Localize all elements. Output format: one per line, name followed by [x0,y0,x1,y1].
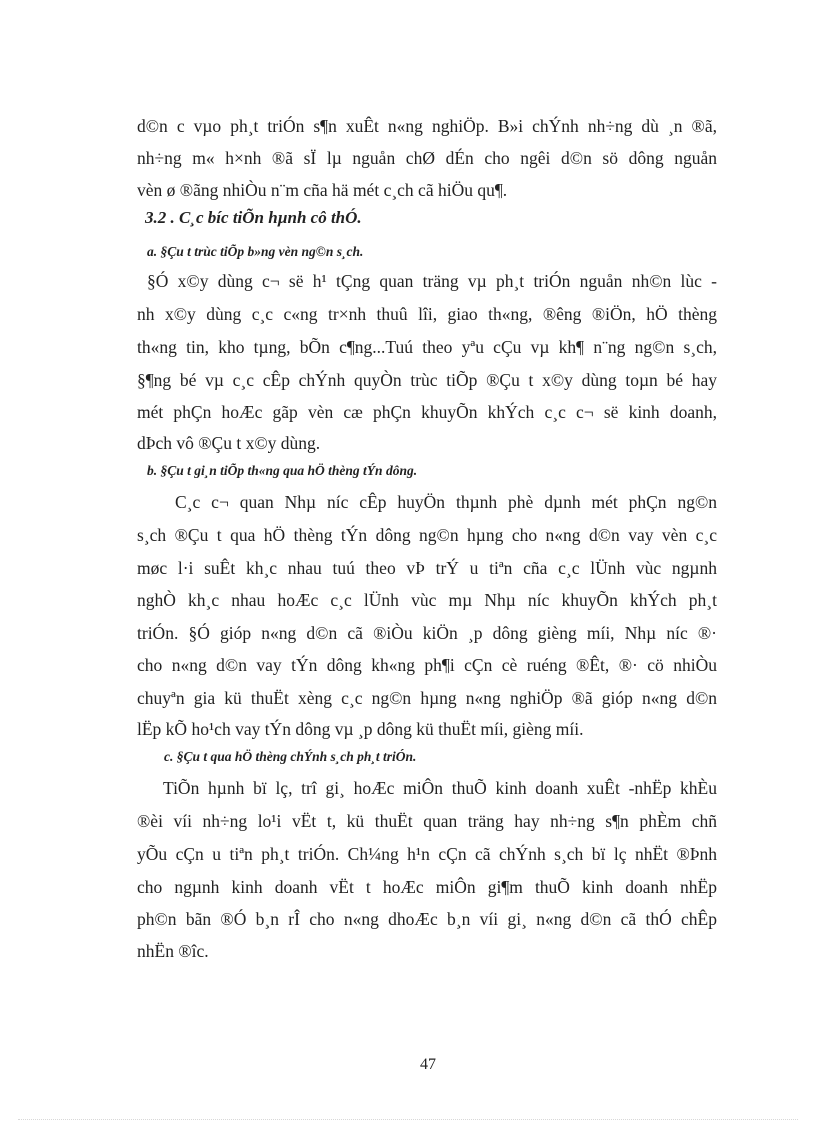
paragraph-line: s¸ch ®Çu t qua hÖ thèng tÝn dông ng©n hµng cho n«ng d©n vay vèn c¸c [137,525,717,545]
paragraph-line: d©n c vµo ph¸t triÓn s¶n xuÊt n«ng nghiÖp. B»i chÝnh nh÷ng dù ¸n ®ã, [137,116,717,136]
subsection-heading: a. §Çu t trùc tiÕp b»ng vèn ng©n s¸ch. [147,244,364,259]
paragraph-line: chuyªn gia kü thuËt xèng c¸c ng©n hµng n«ng nghiÖp ®ã gióp n«ng d©n [137,688,717,708]
paragraph-line: ph©n bãn ®Ó b¸n rÎ cho n«ng dhoÆc b¸n víi gi¸ n«ng d©n cã thÓ chÊp [137,909,717,929]
paragraph-line: C¸c c¬ quan Nhµ níc cÊp huyÖn thµnh phè dµnh mét phÇn ng©n [175,492,717,512]
paragraph-line: nh÷ng m« h×nh ®ã sÏ lµ nguån chØ dÉn cho ngêi d©n sö dông nguån [137,148,717,168]
paragraph-line: vèn ø ®ãng nhiÒu n¨m cña hä mét c¸ch cã hiÖu qu¶. [137,180,508,200]
paragraph-line: ®èi víi nh÷ng lo¹i vËt t, kü thuËt quan träng hay nh÷ng s¶n phÈm chñ [137,811,717,831]
paragraph-line: nghÒ kh¸c nhau hoÆc c¸c lÜnh vùc mµ Nhµ níc khuyÕn khÝch ph¸t [137,590,717,610]
paragraph-line: nh x©y dùng c¸c c«ng tr×nh thuû lîi, giao th«ng, ®êng ®iÖn, hÖ thèng [137,304,717,324]
page-number: 47 [420,1056,436,1073]
paragraph-line: §Ó x©y dùng c¬ së h¹ tÇng quan träng vµ ph¸t triÓn nguån nh©n lùc - [147,271,717,291]
paragraph-line: møc l·i suÊt kh¸c nhau tuú theo vÞ trÝ u tiªn cña c¸c lÜnh vùc ngµnh [137,558,717,578]
paragraph-line: mét phÇn hoÆc gãp vèn cæ phÇn khuyÕn khÝch c¸c c¬ së kinh doanh, [137,402,717,422]
paragraph-line: §¶ng bé vµ c¸c cÊp chÝnh quyÒn trùc tiÕp ®Çu t x©y dùng toµn bé hay [137,370,717,390]
paragraph-line: dÞch vô ®Çu t x©y dùng. [137,433,321,453]
page-divider [18,1119,798,1120]
paragraph-line: th«ng tin, kho tµng, bÕn c¶ng...Tuú theo yªu cÇu vµ kh¶ n¨ng ng©n s¸ch, [137,337,717,357]
subsection-heading: c. §Çu t qua hÖ thèng chÝnh s¸ch ph¸t triÓn. [164,749,417,764]
paragraph-line: cho ngµnh kinh doanh vËt t hoÆc miÔn gi¶m thuÕ kinh doanh nhËp [137,877,717,897]
section-heading: 3.2 . C¸c bíc tiÕn hµnh cô thÓ. [145,208,362,227]
subsection-heading: b. §Çu t gi¸n tiÕp th«ng qua hÖ thèng tÝn dông. [147,463,418,478]
paragraph-line: triÓn. §Ó gióp n«ng d©n cã ®iÒu kiÖn ¸p dông gièng míi, Nhµ níc ®· [137,623,717,643]
paragraph-line: TiÕn hµnh bï lç, trî gi¸ hoÆc miÔn thuÕ kinh doanh xuÊt -nhËp khÈu [163,778,717,798]
paragraph-line: nhËn ®îc. [137,941,209,961]
paragraph-line: yÕu cÇn u tiªn ph¸t triÓn. Ch¼ng h¹n cÇn cã chÝnh s¸ch bï lç nhËt ®Þnh [137,844,717,864]
paragraph-line: cho n«ng d©n vay tÝn dông kh«ng ph¶i cÇn cè ruéng ®Êt, ®· cö nhiÒu [137,655,717,675]
paragraph-line: lËp kÕ ho¹ch vay tÝn dông vµ ¸p dông kü thuËt míi, gièng míi. [137,719,584,739]
